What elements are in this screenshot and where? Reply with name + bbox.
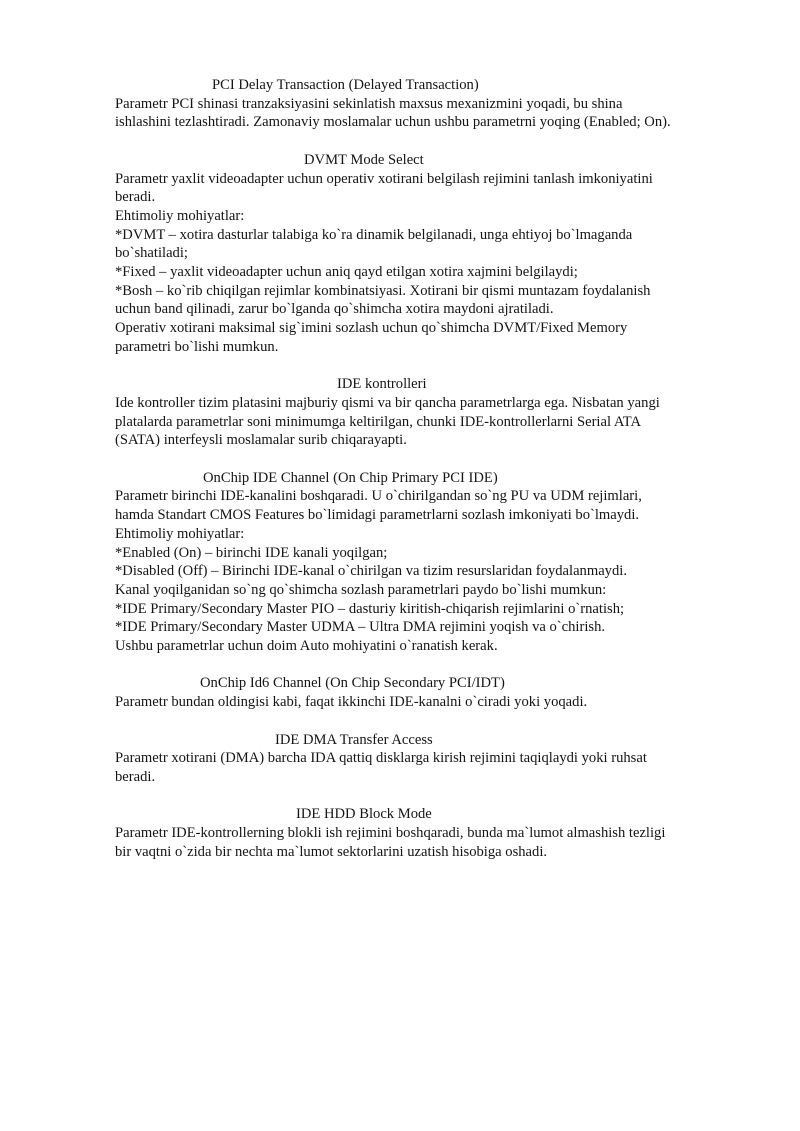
- section-ide-hdd-block-mode: [115, 805, 735, 861]
- text-line: beradi.: [115, 189, 156, 206]
- section-pci-delay: [115, 76, 735, 132]
- text-line: Ehtimoliy mohiyatlar:: [115, 207, 245, 224]
- section-heading: DVMT Mode Select: [304, 151, 424, 168]
- text-line: (SATA) interfeysli moslamalar surib chiqarayapti.: [115, 432, 407, 449]
- text-line: Operativ xotirani maksimal sig`imini sozlash uchun qo`shimcha DVMT/Fixed Memory: [115, 320, 628, 337]
- text-line: Ushbu parametrlar uchun doim Auto mohiyatini o`ranatish kerak.: [115, 638, 498, 655]
- text-line: platalarda parametrlar soni minimumga keltirilgan, chunki IDE-kontrollerlarni Serial ATA: [115, 413, 642, 430]
- document-page: [115, 76, 735, 880]
- text-line: *Disabled (Off) – Birinchi IDE-kanal o`chirilgan va tizim resurslaridan foydalanmaydi.: [115, 563, 627, 580]
- text-line: bo`shatiladi;: [115, 245, 188, 262]
- section-onchip-ide-channel: [115, 469, 735, 656]
- section-ide-dma-transfer: [115, 731, 735, 787]
- section-heading: IDE kontrolleri: [337, 376, 427, 393]
- section-heading: IDE DMA Transfer Access: [275, 731, 433, 748]
- text-line: parametri bo`lishi mumkun.: [115, 338, 279, 355]
- text-line: beradi.: [115, 768, 156, 785]
- text-line: Parametr bundan oldingisi kabi, faqat ikkinchi IDE-kanalni o`ciradi yoki yoqadi.: [115, 694, 588, 711]
- text-line: *Bosh – ko`rib chiqilgan rejimlar kombinatsiyasi. Xotirani bir qismi muntazam foydalanish: [115, 282, 651, 299]
- text-line: bir vaqtni o`zida bir nechta ma`lumot sektorlarini uzatish hisobiga oshadi.: [115, 843, 548, 860]
- section-heading: IDE HDD Block Mode: [296, 806, 432, 823]
- text-line: hamda Standart CMOS Features bo`limidagi parametrlarni sozlash imkoniyati bo`lmaydi.: [115, 507, 640, 524]
- text-line: ishlashini tezlashtiradi. Zamonaviy moslamalar uchun ushbu parametrni yoqing (Enabled; On).: [115, 114, 671, 131]
- text-line: Parametr birinchi IDE-kanalini boshqaradi. U o`chirilgandan so`ng PU va UDM rejimlari,: [115, 488, 642, 505]
- section-onchip-id6-channel: [115, 674, 735, 711]
- text-line: *Fixed – yaxlit videoadapter uchun aniq qayd etilgan xotira xajmini belgilaydi;: [115, 264, 578, 281]
- text-line: *IDE Primary/Secondary Master UDMA – Ultra DMA rejimini yoqish va o`chirish.: [115, 619, 606, 636]
- text-line: Parametr PCI shinasi tranzaksiyasini sekinlatish maxsus mexanizmini yoqadi, bu shina: [115, 95, 623, 112]
- text-line: Parametr IDE-kontrollerning blokli ish rejimini boshqaradi, bunda ma`lumot almashish tezligi: [115, 825, 666, 842]
- section-heading: OnChip IDE Channel (On Chip Primary PCI IDE): [203, 469, 498, 486]
- text-line: Parametr xotirani (DMA) barcha IDA qattiq disklarga kirish rejimini taqiqlaydi yoki ruhsat: [115, 750, 647, 767]
- text-line: Ehtimoliy mohiyatlar:: [115, 525, 245, 542]
- text-line: *Enabled (On) – birinchi IDE kanali yoqilgan;: [115, 544, 388, 561]
- section-dvmt-mode: [115, 151, 735, 357]
- text-line: Parametr yaxlit videoadapter uchun operativ xotirani belgilash rejimini tanlash imkoniyatini: [115, 170, 653, 187]
- text-line: *IDE Primary/Secondary Master PIO – dasturiy kiritish-chiqarish rejimlarini o`rnatish;: [115, 600, 625, 617]
- text-line: Kanal yoqilganidan so`ng qo`shimcha sozlash parametrlari paydo bo`lishi mumkun:: [115, 581, 607, 598]
- section-heading: OnChip Id6 Channel (On Chip Secondary PCI/IDT): [200, 675, 505, 692]
- text-line: *DVMT – xotira dasturlar talabiga ko`ra dinamik belgilanadi, unga ehtiyoj bo`lmaganda: [115, 226, 633, 243]
- text-line: uchun band qilinadi, zarur bo`lganda qo`shimcha xotira maydoni ajratiladi.: [115, 301, 554, 318]
- text-line: Ide kontroller tizim platasini majburiy qismi va bir qancha parametrlarga ega. Nisbatan yangi: [115, 394, 660, 411]
- section-ide-controllers: [115, 375, 735, 450]
- section-heading: PCI Delay Transaction (Delayed Transaction): [212, 77, 479, 93]
